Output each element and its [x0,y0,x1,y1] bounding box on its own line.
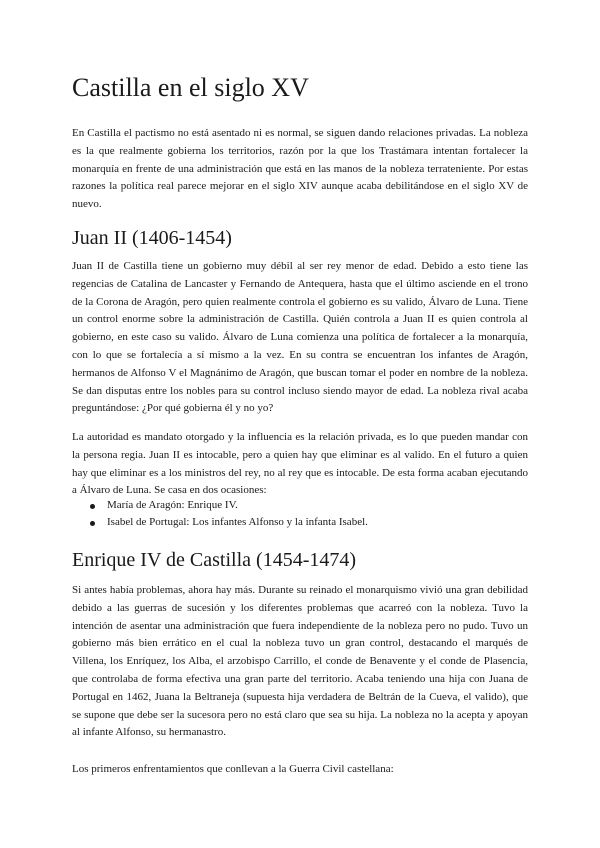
juan-ii-paragraph-2: La autoridad es mandato otorgado y la influencia es la relación privada, es lo que pueden mandar con la persona regia. Juan II es intocable, pero a quien hay que eliminar es al valido. En el futuro a quien hay que eliminar es a los ministros del rey, no al rey que es intocable. De esta forma acaban ejecutando a Álvaro de Luna. Se casa en dos ocasiones: [72,431,528,497]
list-item: Isabel de Portugal: Los infantes Alfonso y la infanta Isabel. [72,514,528,531]
juan-ii-paragraph-1: Juan II de Castilla tiene un gobierno muy débil al ser rey menor de edad. Debido a esto tiene las regencias de Catalina de Lancaster y Fernando de Antequera, hasta que el último asciende en el trono de la Corona de Aragón, pero quien realmente controla el gobierno es su valido, Álvaro de Luna. Tiene un control enorme sobre la administración de Castilla. Quién controla a Juan II es quien controla al gobierno, en este caso su valido. Álvaro de Luna comienza una política de fortalecer a la monarquía, con lo que se fortalecía a sí mismo a la vez. En su contra se encuentran los infantes de Aragón, hermanos de Alfonso V el Magnánimo de Aragón, que buscan tomar el poder en nombre de la nobleza. Se dan disputas entre los nobles para su control incluso siendo mayor de edad. La nobleza rival acaba preguntándose: ¿Por qué gobierna él y no yo? [72,260,528,415]
page-title: Castilla en el siglo XV [72,73,309,102]
enrique-iv-paragraph-2: Los primeros enfrentamientos que conllevan a la Guerra Civil castellana: [72,763,394,775]
section-heading-enrique-iv: Enrique IV de Castilla (1454-1474) [72,549,357,571]
enrique-iv-paragraph-1: Si antes había problemas, ahora hay más. Durante su reinado el monarquismo vivió una gran debilidad debido a las guerras de sucesión y los diferentes problemas que acarreó con la nobleza. Tuvo la intención de asentar una administración que fuera independiente de la nobleza pero no pudo. Tuvo un gobierno más bien errático en el cual la nobleza tuvo un gran control, destacando el marqués de Villena, los Enríquez, los Alba, el arzobispo Carrillo, el conde de Benavente y el conde de Plasencia, que controlaba de forma efectiva una gran parte del territorio. Acaba teniendo una hija con Juana de Portugal en 1462, Juana la Beltraneja (supuesta hija verdadera de Beltrán de la Cueva, el valido), que se supone que debe ser la sucesora pero no está claro que sea su hija. La nobleza no la acepta y apoyan al infante Alfonso, su hermanastro. [72,584,528,739]
list-item: María de Aragón: Enrique IV. [72,497,528,514]
intro-paragraph: En Castilla el pactismo no está asentado ni es normal, se siguen dando relaciones privadas. La nobleza es la que realmente gobierna los territorios, razón por la que los Trastámara intentan fortalecer la monarquía en frente de una administración que está en las manos de la nobleza terrateniente. Por estas razones la política real parece mejorar en el siglo XIV aunque acaba debilitándose en el siglo XV de nuevo. [72,127,528,211]
marriages-list [72,497,528,532]
section-heading-juan-ii: Juan II (1406-1454) [72,227,232,249]
